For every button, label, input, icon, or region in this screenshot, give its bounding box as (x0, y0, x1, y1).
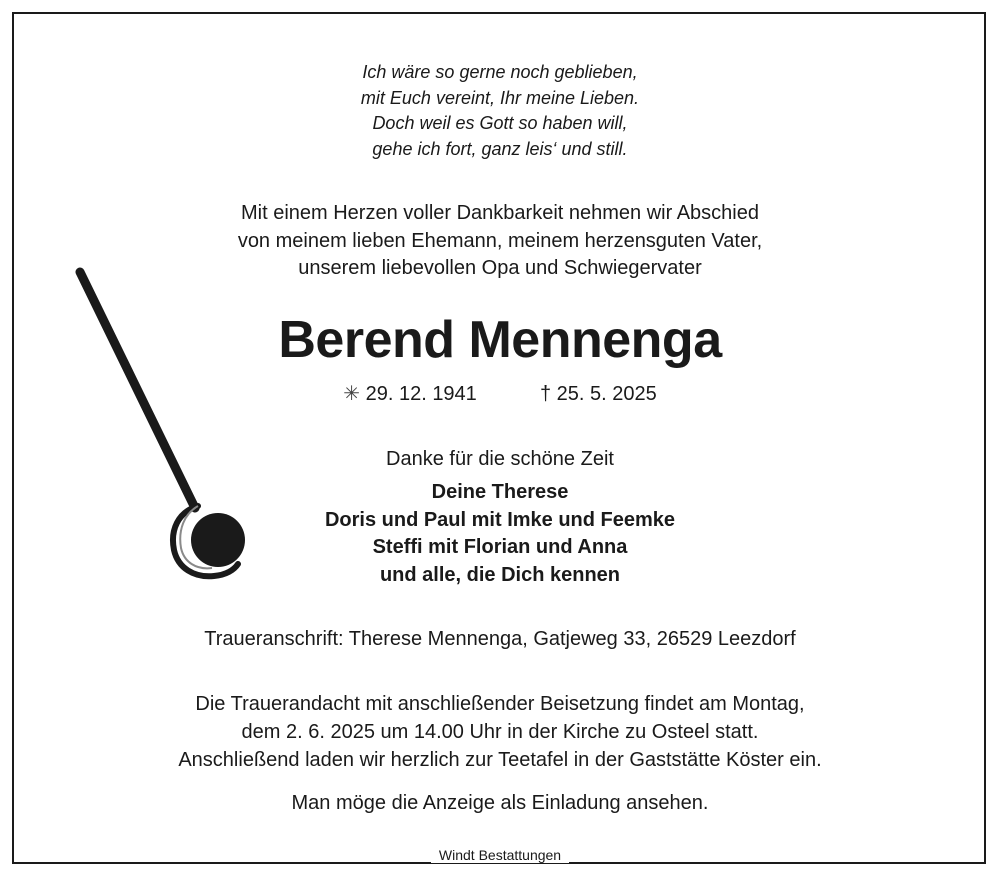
service-line: Anschließend laden wir herzlich zur Teetafel in der Gaststätte Köster ein. (178, 749, 822, 771)
funeral-home-name: Windt Bestattungen (431, 847, 569, 863)
life-dates (0, 380, 1000, 408)
service-line: dem 2. 6. 2025 um 14.00 Uhr in der Kirche zu Osteel statt. (241, 721, 759, 743)
birth-star-icon: ✳ (343, 383, 361, 405)
birth-date: 29. 12. 1941 (365, 383, 477, 405)
death-date: 25. 5. 2025 (556, 383, 657, 405)
death-cross-icon: † (539, 383, 552, 405)
family-line: Steffi mit Florian und Anna (372, 536, 628, 558)
poem-line: Ich wäre so gerne noch geblieben, (362, 62, 638, 82)
mourning-address: Traueranschrift: Therese Mennenga, Gatjeweg 33, 26529 Leezdorf (204, 628, 796, 650)
service-line: Die Trauerandacht mit anschließender Beisetzung findet am Montag, (195, 693, 805, 715)
family-line: Deine Therese (431, 481, 569, 503)
poem-line: Doch weil es Gott so haben will, (372, 113, 628, 133)
family-list (0, 479, 1000, 589)
poem-line: gehe ich fort, ganz leis‘ und still. (372, 138, 628, 159)
footer (0, 845, 1000, 865)
intro-line: von meinem lieben Ehemann, meinem herzensguten Vater, (237, 229, 763, 252)
invitation-note: Man möge die Anzeige als Einladung ansehen. (291, 792, 709, 814)
service-info (0, 690, 1000, 774)
intro-line: unserem liebevollen Opa und Schwiegervater (298, 257, 702, 279)
thanks-text: Danke für die schöne Zeit (386, 448, 614, 470)
family-line: Doris und Paul mit Imke und Feemke (324, 508, 676, 531)
poem (0, 60, 1000, 162)
deceased-name: Berend Mennenga (278, 311, 722, 369)
intro-line: Mit einem Herzen voller Dankbarkeit nehmen wir Abschied (240, 202, 759, 224)
poem-line: mit Euch vereint, Ihr meine Lieben. (360, 87, 640, 108)
family-line: und alle, die Dich kennen (379, 563, 621, 586)
